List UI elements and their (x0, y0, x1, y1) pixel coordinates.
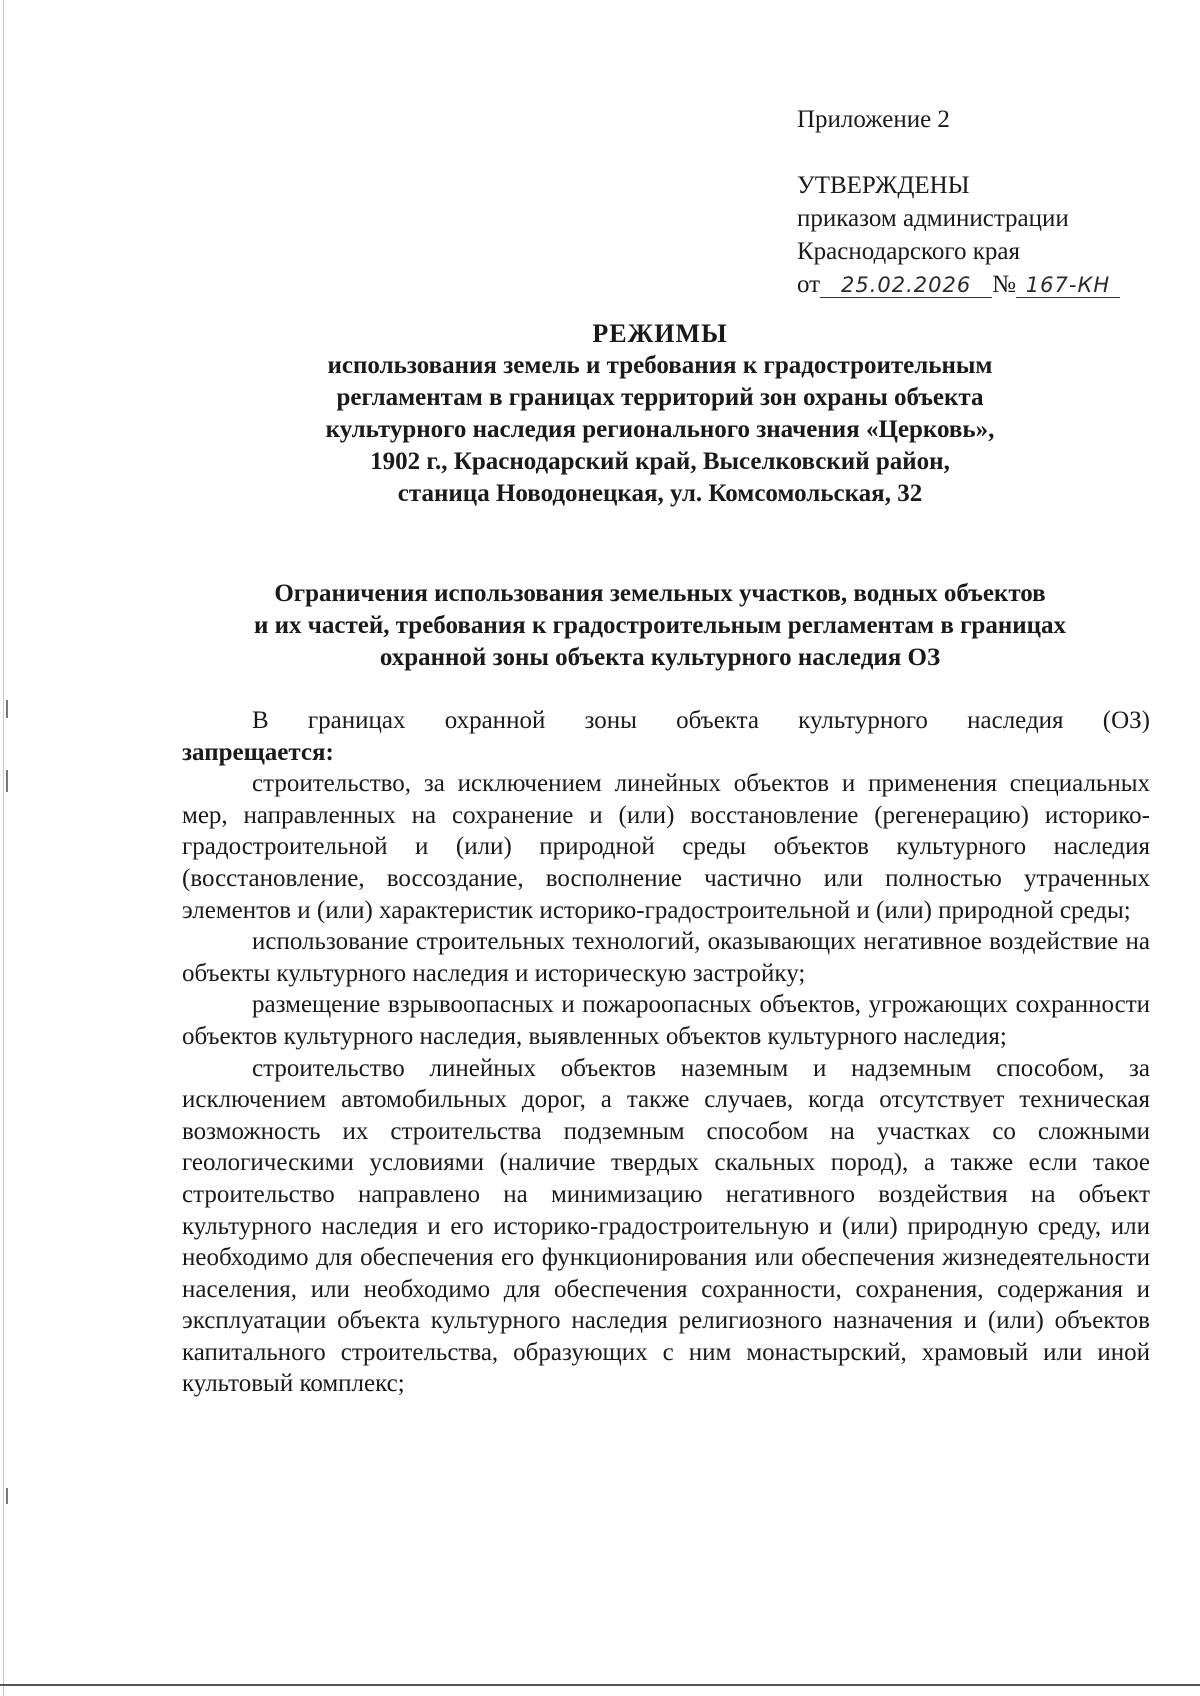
subtitle-line: станица Новодонецкая, ул. Комсомольская, 32 (397, 480, 923, 507)
scan-edge-bottom (0, 1684, 1200, 1686)
section-heading (170, 578, 1150, 674)
approval-line-2: Краснодарского края (797, 238, 1020, 265)
subtitle-line: 1902 г., Краснодарский край, Выселковский район, (370, 448, 950, 475)
scan-mark (6, 1488, 8, 1504)
intro-prohibited-label: запрещается: (182, 738, 334, 766)
intro-text: В границах охранной зоны объекта культурного наследия (ОЗ) (252, 707, 1150, 734)
restriction-item: строительство линейных объектов наземным и надземным способом, за исключением автомобильных дорог, а также случаев, когда отсутствует техническая возможность их строительства подземным способом на участках со сложными геологическими условиями (наличие твердых скальных пород), а также если такое строительство направлено на минимизацию негативного воздействия на объект культурного наследия и его историко-градостроительную и (или) природную среду, или необходимо для обеспечения его функционирования или обеспечения жизнедеятельности населения, или необходимо для обеспечения сохранности, сохранения, содержания и эксплуатации объекта культурного наследия религиозного назначения и (или) объектов капитального строительства, образующих с ним монастырский, храмовый или иной культовый комплекс; (182, 1054, 1150, 1398)
restriction-item: строительство, за исключением линейных объектов и применения специальных мер, направленных на сохранение и (или) восстановление (регенерацию) историко-градостроительной и (или) природной среды объектов культурного наследия (восстановление, воссоздание, восполнение частично или полностью утраченных элементов и (или) характеристик историко-градостроительной и (или) природной среды; (182, 770, 1150, 924)
section-heading-line: Ограничения использования земельных участков, водных объектов (274, 580, 1046, 607)
subtitle-line: культурного наследия регионального значения «Церковь», (325, 416, 995, 443)
appendix-label: Приложение 2 (797, 106, 950, 133)
approval-block (797, 103, 1120, 301)
scan-edge-left (3, 0, 4, 1696)
approval-line-1: приказом администрации (797, 205, 1069, 232)
section-heading-line: и их частей, требования к градостроительным регламентам в границах (253, 612, 1067, 639)
document-body (182, 705, 1150, 1400)
approval-date-line (797, 268, 1120, 301)
intro-paragraph (182, 705, 1150, 737)
number-prefix: № (992, 271, 1016, 298)
section-heading-line: охранной зоны объекта культурного наследия ОЗ (379, 644, 941, 671)
scan-mark (6, 770, 8, 792)
subtitle-line: регламентам в границах территорий зон охраны объекта (336, 384, 984, 411)
date-prefix: от (797, 271, 821, 298)
scan-mark (6, 700, 8, 718)
restriction-item: размещение взрывоопасных и пожароопасных объектов, угрожающих сохранности объектов культурного наследия, выявленных объектов культурного наследия; (182, 991, 1150, 1050)
restriction-item: использование строительных технологий, оказывающих негативное воздействие на объекты культурного наследия и историческую застройку; (182, 928, 1150, 987)
approved-label: УТВЕРЖДЕНЫ (797, 172, 970, 199)
document-subtitle (170, 350, 1150, 510)
handwritten-date: 25.02.2026 (820, 273, 992, 298)
handwritten-number: 167-КН (1016, 273, 1120, 298)
document-title: РЕЖИМЫ (592, 319, 728, 348)
subtitle-line: использования земель и требования к градостроительным (327, 352, 993, 379)
